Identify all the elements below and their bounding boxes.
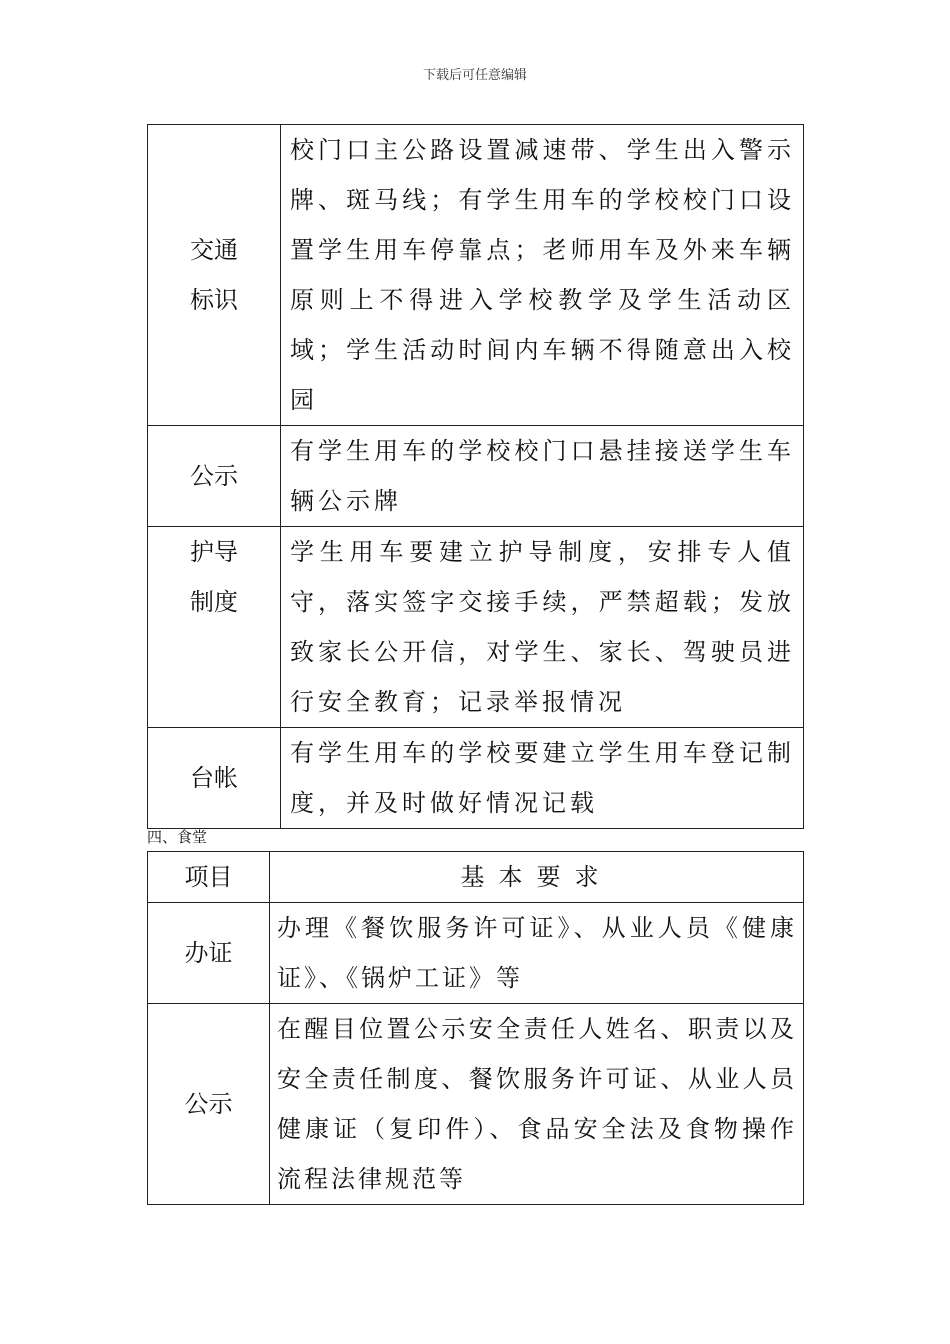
row-content: 校门口主公路设置减速带、学生出入警示牌、斑马线；有学生用车的学校校门口设置学生用车停靠点；老师用车及外来车辆原则上不得进入学校教学及学生活动区域；学生活动时间内车辆不得随意出入校园 bbox=[281, 125, 804, 426]
row-label-traffic-signs bbox=[148, 125, 281, 426]
label-line: 公示 bbox=[190, 462, 238, 490]
header-requirement: 基本要求 bbox=[270, 852, 804, 903]
table-row bbox=[148, 903, 804, 1004]
school-vehicle-table bbox=[147, 124, 804, 829]
label-line: 台帐 bbox=[190, 764, 238, 792]
label-line: 交通 bbox=[190, 236, 238, 264]
label-line: 标识 bbox=[190, 286, 238, 314]
row-label-ledger bbox=[148, 728, 281, 829]
label-line: 制度 bbox=[190, 588, 238, 616]
table-header-row bbox=[148, 852, 804, 903]
table-row bbox=[148, 1004, 804, 1205]
table-row bbox=[148, 728, 804, 829]
row-content: 办理《餐饮服务许可证》、从业人员《健康证》、《锅炉工证》等 bbox=[270, 903, 804, 1004]
row-label-notice bbox=[148, 426, 281, 527]
row-content: 在醒目位置公示安全责任人姓名、职责以及安全责任制度、餐饮服务许可证、从业人员健康证（复印件）、食品安全法及食物操作流程法律规范等 bbox=[270, 1004, 804, 1205]
row-content: 有学生用车的学校要建立学生用车登记制度，并及时做好情况记载 bbox=[281, 728, 804, 829]
row-content: 学生用车要建立护导制度，安排专人值守，落实签字交接手续，严禁超载；发放致家长公开信，对学生、家长、驾驶员进行安全教育；记录举报情况 bbox=[281, 527, 804, 728]
row-content: 有学生用车的学校校门口悬挂接送学生车辆公示牌 bbox=[281, 426, 804, 527]
header-item: 项目 bbox=[148, 852, 270, 903]
label-line: 护导 bbox=[190, 538, 238, 566]
row-label-notice: 公示 bbox=[148, 1004, 270, 1205]
table-row bbox=[148, 426, 804, 527]
table-row bbox=[148, 125, 804, 426]
table-row bbox=[148, 527, 804, 728]
page-header: 下载后可任意编辑 bbox=[422, 68, 527, 83]
row-label-escort-system bbox=[148, 527, 281, 728]
row-label-license: 办证 bbox=[148, 903, 270, 1004]
section-title: 四、食堂 bbox=[147, 828, 208, 846]
canteen-table bbox=[147, 851, 804, 1205]
